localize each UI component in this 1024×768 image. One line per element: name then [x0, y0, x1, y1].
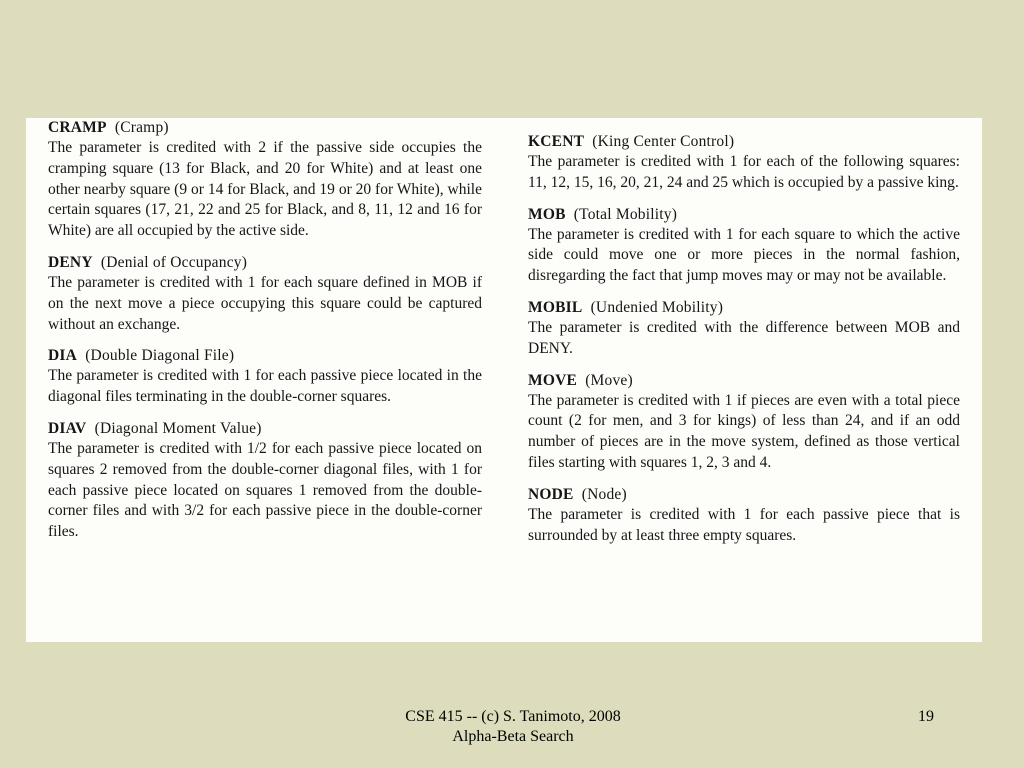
entry-name: (Total Mobility) [573, 205, 678, 223]
entry-name: (Undenied Mobility) [590, 298, 724, 316]
entry-definition: The parameter is credited with 2 if the passive side occupies the cramping square (13 for Black, and 20 for White) and at least one other nearby square (9 or 14 for Black, and 19 or 20 for White), while certain squares (17, 21, 22 and 25 for Black, and 8, 11, 12 and 16 for White) are all occupied by the active side. [48, 139, 482, 240]
entry-heading [528, 371, 960, 391]
entry-code: DENY [48, 253, 93, 271]
entry-definition: The parameter is credited with 1 if pieces are even with a total piece count (2 for men, and 3 for kings) of less than 24, and if an odd number of pieces are in the move system, defined as those vertical files starting with squares 1, 2, 3 and 4. [528, 391, 960, 471]
entry-code: MOB [528, 205, 566, 223]
entry-heading [48, 419, 482, 439]
entry-cramp [48, 118, 482, 242]
entry-move [528, 371, 960, 474]
slide-number: 19 [918, 708, 934, 725]
entry-heading [48, 253, 482, 273]
entry-definition: The parameter is credited with 1 for each square to which the active side could move one or more pieces in the normal fashion, disregarding the fact that jump moves may or may not be available. [528, 225, 960, 285]
entry-heading [528, 298, 960, 318]
entry-diav [48, 419, 482, 543]
right-column [528, 132, 960, 557]
entry-deny [48, 253, 482, 335]
entry-heading [528, 205, 960, 225]
entry-name: (Node) [581, 485, 627, 503]
left-column [48, 118, 482, 554]
entry-definition: The parameter is credited with 1/2 for each passive piece located on squares 2 removed from the double-corner diagonal files, with 1 for each passive piece located on squares 1 removed from the double-corner files and with 3/2 for each passive piece in the double-corner files. [48, 439, 482, 541]
entry-name: (Move) [585, 371, 633, 389]
entry-name: (Double Diagonal File) [85, 347, 235, 365]
entry-heading [528, 132, 960, 152]
entry-definition: The parameter is credited with 1 for each of the following squares: 11, 12, 15, 16, 20, 21, 24 and 25 which is occupied by a passive king. [528, 153, 960, 191]
entry-name: (Diagonal Moment Value) [94, 419, 262, 437]
entry-node [528, 485, 960, 547]
entry-code: KCENT [528, 133, 585, 150]
entry-code: NODE [528, 485, 574, 503]
footer-course-credit: CSE 415 -- (c) S. Tanimoto, 2008 [405, 708, 621, 725]
entry-definition: The parameter is credited with 1 for each passive piece that is surrounded by at least three empty squares. [528, 505, 960, 544]
entry-definition: The parameter is credited with 1 for each square defined in MOB if on the next move a piece occupying this square could be captured without an exchange. [48, 273, 482, 333]
entry-heading [48, 346, 482, 366]
entry-heading [528, 485, 960, 505]
entry-name: (Denial of Occupancy) [100, 253, 248, 271]
entry-code: DIAV [48, 419, 87, 437]
entry-mobil [528, 298, 960, 360]
entry-name: (Cramp) [114, 119, 169, 136]
entry-name: (King Center Control) [592, 133, 735, 150]
entry-code: MOBIL [528, 298, 583, 316]
entry-heading [48, 118, 482, 138]
slide-footer [338, 707, 688, 747]
entry-definition: The parameter is credited with 1 for each passive piece located in the diagonal files terminating in the double-corner squares. [48, 367, 482, 406]
entry-code: DIA [48, 347, 78, 365]
entry-dia [48, 346, 482, 408]
entry-mob [528, 205, 960, 287]
scanned-page [26, 118, 982, 642]
footer-lecture-title: Alpha-Beta Search [452, 728, 574, 745]
entry-code: CRAMP [48, 119, 107, 136]
entry-definition: The parameter is credited with the difference between MOB and DENY. [528, 318, 960, 357]
entry-kcent [528, 132, 960, 194]
entry-code: MOVE [528, 371, 578, 389]
